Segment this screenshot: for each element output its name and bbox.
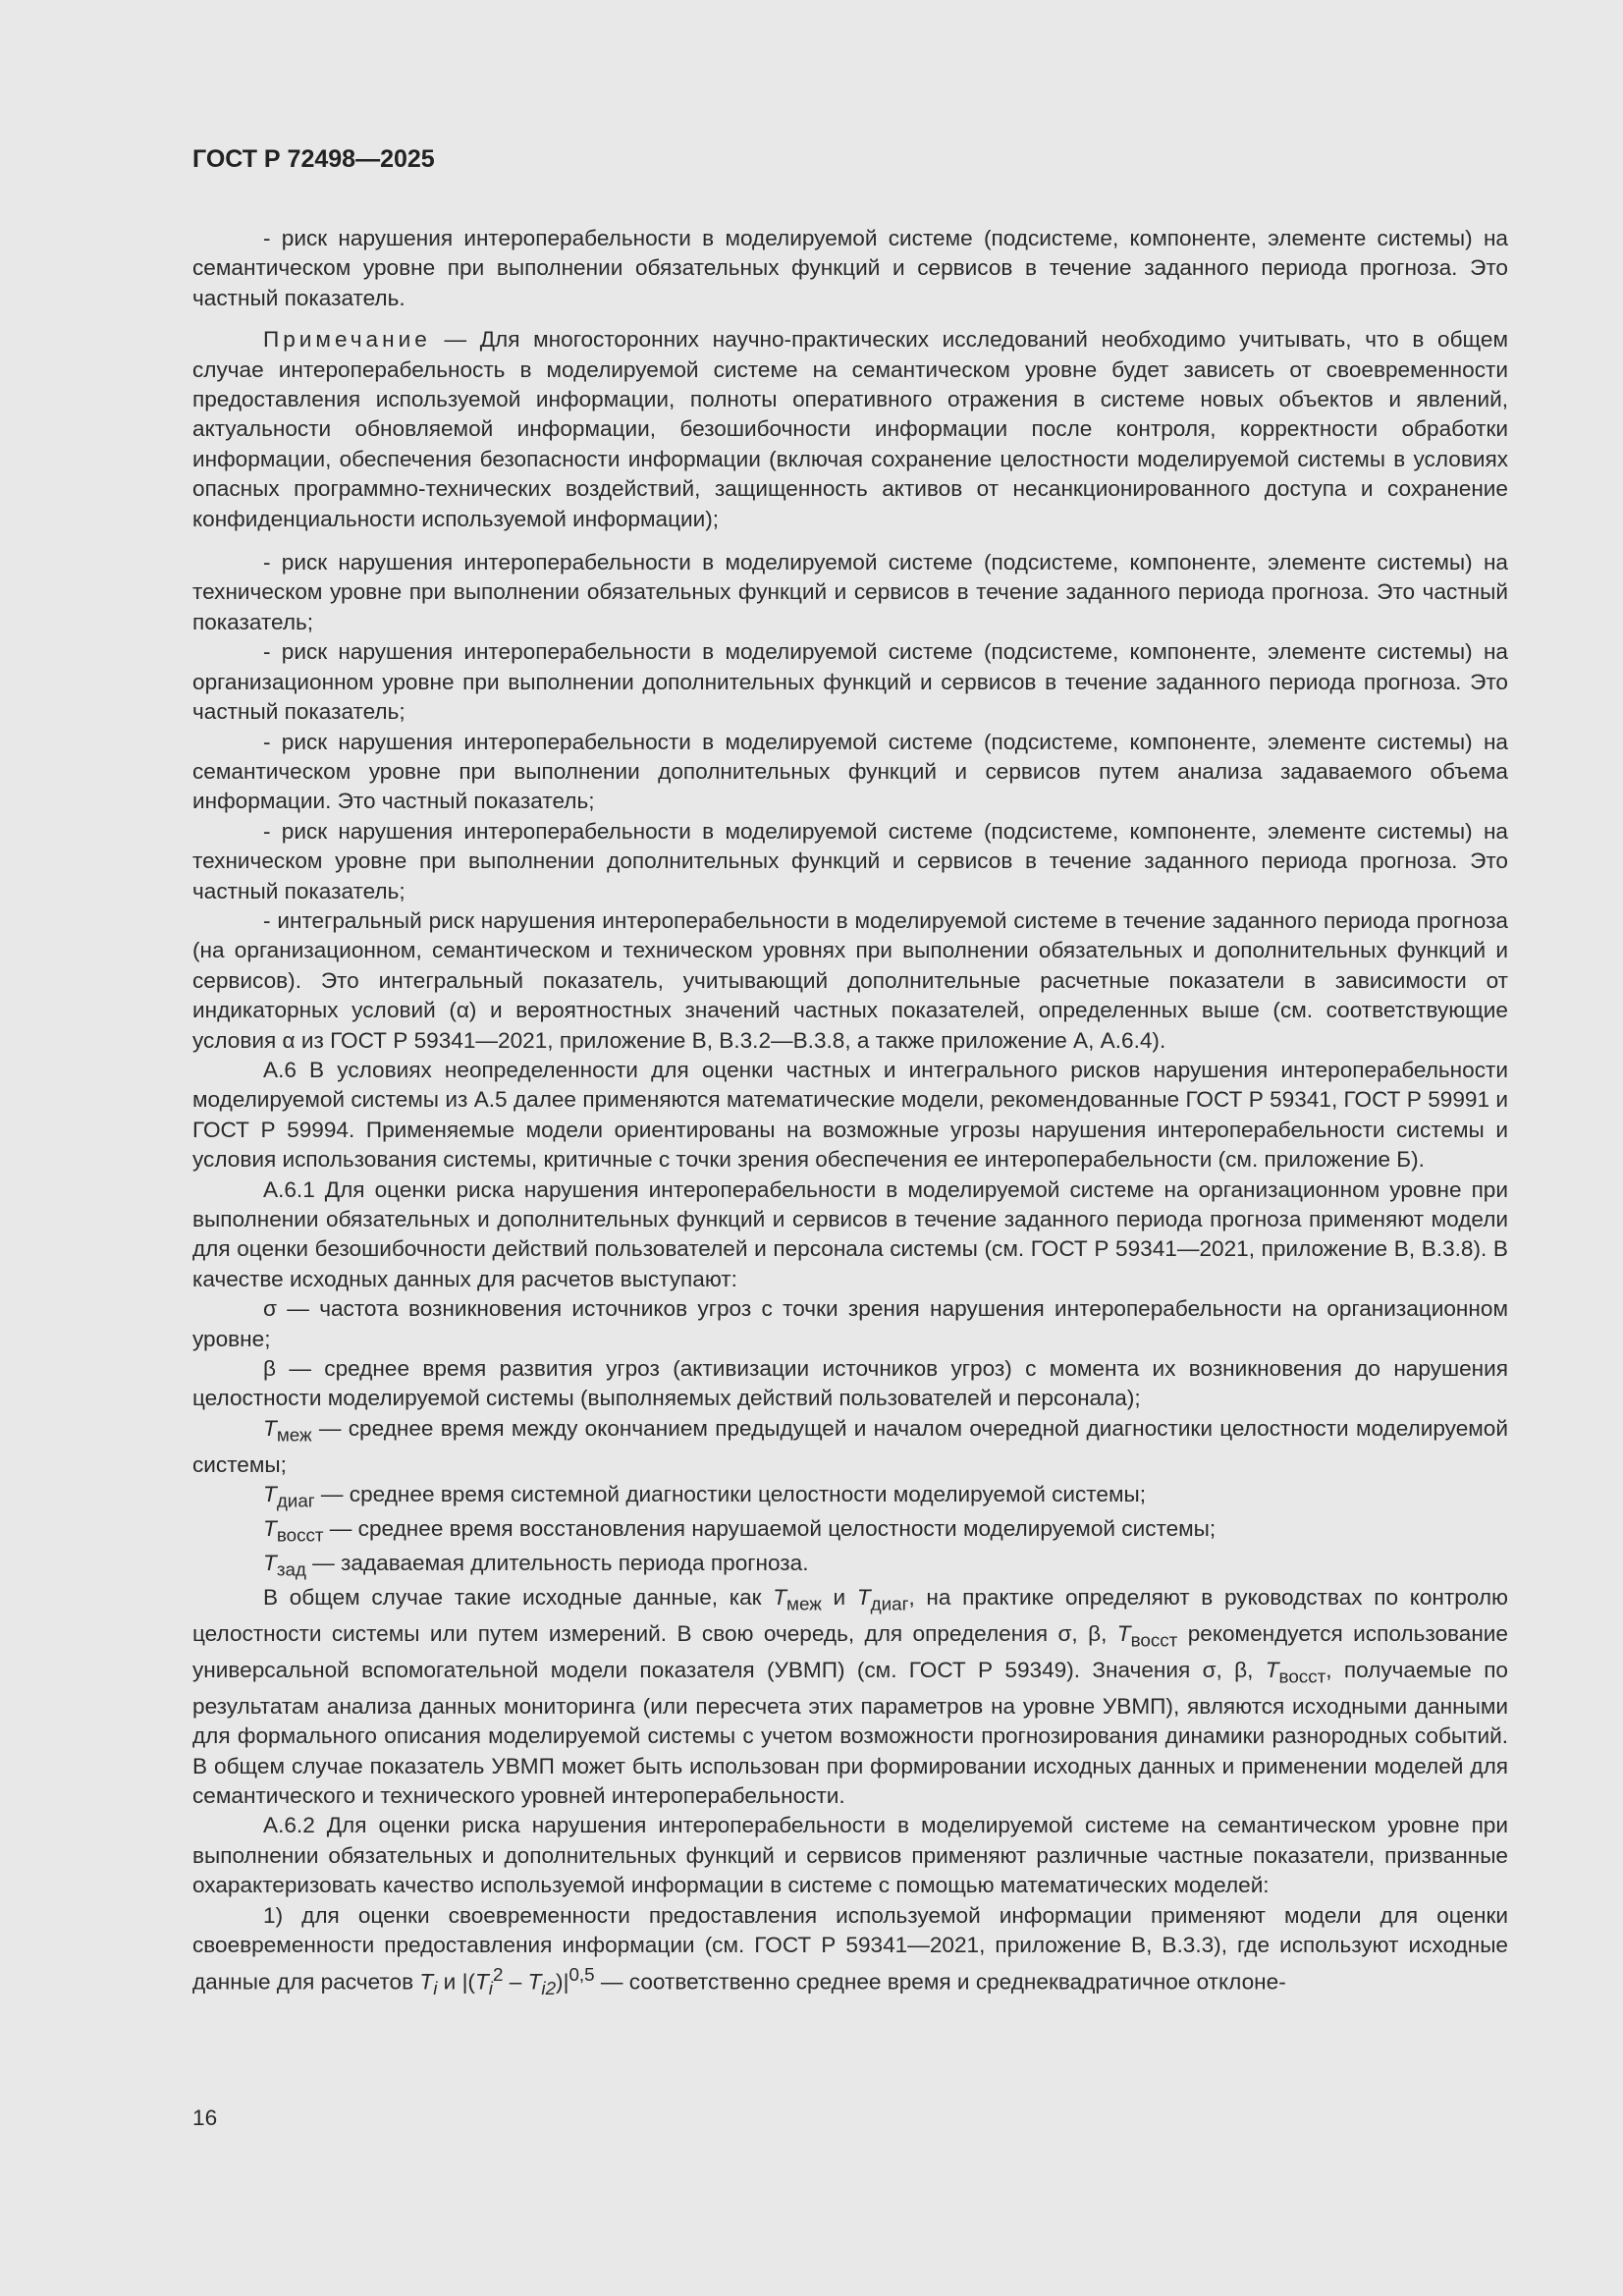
definition-beta [192, 1354, 1508, 1414]
text-run: и [821, 1584, 857, 1610]
t-mezh-text: — среднее время между окончанием предыдущей и началом очередной диагностики целостности моделируемой системы; [192, 1415, 1508, 1477]
paragraph-technical-risk: - риск нарушения интероперабельности в моделируемой системе (подсистеме, компоненте, элементе системы) на техническом уровне при выполнении обязательных функций и сервисов в течение заданного периода прогноза. Это частный показатель; [192, 550, 1508, 634]
square-exponent: 2 [492, 1964, 504, 1986]
page-number: 16 [192, 2105, 218, 2130]
text-run: 1) для оценки своевременности предоставления используемой информации применяют модели для оценки своевременности предоставления информации (см. ГОСТ Р 59341—2021, приложение В, В.3.3), где используют исходные данные для расчетов [192, 1902, 1508, 1995]
sigma-text: — частота возникновения источников угроз с точки зрения нарушения интероперабельности на организационном уровне; [192, 1296, 1508, 1351]
t-symbol: T [263, 1482, 277, 1507]
formula-part: – [503, 1969, 528, 1995]
t-subscript: диаг [870, 1593, 909, 1614]
note-text: — Для многосторонних научно-практических исследований необходимо учитывать, что в общем случае интероперабельность в моделируемой системе на семантическом уровне будет зависеть от своевременности предоставления используемой информации, полноты оперативного отражения в системе новых объектов и явлений, актуальности обновляемой информации, безошибочности информации после контроля, корректности обработки информации, обеспечения безопасности информации (включая сохранение целостности моделируемой системы в условиях опасных программно-технических воздействий, защищенность активов от несанкционированного доступа и сохранение конфиденциальности используемой информации); [192, 327, 1508, 531]
t-symbol: T [263, 1516, 277, 1542]
t-diag-text: — среднее время системной диагностики целостности моделируемой системы; [314, 1482, 1147, 1507]
t-symbol: T [1116, 1620, 1131, 1646]
sigma-beta: σ, β, [1057, 1620, 1117, 1646]
formula-part: )| [556, 1969, 569, 1995]
paragraph-semantic-additional-risk: - риск нарушения интероперабельности в моделируемой системе (подсистеме, компоненте, элементе системы) на семантическом уровне при выполнении дополнительных функций и сервисов путем анализа задаваемого объема информации. Это частный показатель; [192, 729, 1508, 814]
t-symbol: T [263, 1551, 277, 1576]
t-subscript: зад [276, 1558, 306, 1580]
paragraph-org-additional-risk: - риск нарушения интероперабельности в моделируемой системе (подсистеме, компоненте, элементе системы) на организационном уровне при выполнении дополнительных функций и сервисов в течение заданного периода прогноза. Это частный показатель; [192, 639, 1508, 725]
index-i: i [433, 1978, 438, 1999]
section-a6: А.6 В условиях неопределенности для оценки частных и интегрального рисков нарушения интероперабельности моделируемой системы из А.5 далее применяются математические модели, рекомендованные ГОСТ Р 59341, ГОСТ Р 59991 и ГОСТ Р 59994. Применяемые модели ориентированы на возможные угрозы нарушения интероперабельности системы и условия использования системы, критичные с точки зрения обеспечения ее интероперабельности (см. приложение Б). [192, 1057, 1508, 1173]
t-subscript: восст [1278, 1666, 1326, 1687]
page-body [192, 224, 1508, 2004]
text-run: В общем случае такие исходные данные, как [263, 1584, 774, 1610]
definition-t-zad [192, 1549, 1508, 1585]
definition-t-vosst [192, 1514, 1508, 1551]
text-run: рекомендуется использование универсальной вспомогательной модели показателя (УВМП) (см. ГОСТ Р 59349). Значения [192, 1620, 1508, 1682]
text-run: и [437, 1969, 462, 1995]
t-symbol: T [474, 1969, 489, 1995]
paragraph-integral-risk: - интегральный риск нарушения интероперабельности в моделируемой системе в течение заданного периода прогноза (на организационном, семантическом и техническом уровнях при выполнении обязательных и дополнительных функций и сервисов). Это интегральный показатель, учитывающий дополнительные расчетные показатели в зависимости от индикаторных условий (α) и вероятностных значений частных показателей, определенных выше (см. соответствующие условия α из ГОСТ Р 59341—2021, приложение В, В.3.2—В.3.8, а также приложение А, А.6.4). [192, 907, 1508, 1053]
t-symbol: T [856, 1584, 871, 1610]
text-run: , получаемые по результатам анализа данных мониторинга (или пересчета этих параметров на уровне УВМП), являются исходными данными для формального описания моделируемой системы с учетом возможности прогнозирования динамики разнородных событий. В общем случае показатель УВМП может быть использован при формировании исходных данных и применении моделей для семантического и технического уровней интероперабельности. [192, 1657, 1508, 1808]
section-a6-1: А.6.1 Для оценки риска нарушения интероперабельности в моделируемой системе на организационном уровне при выполнении обязательных и дополнительных функций и сервисов в течение заданного периода прогноза применяют модели для оценки безошибочности действий пользователей и персонала системы (см. ГОСТ Р 59341—2021, приложение В, В.3.8). В качестве исходных данных для расчетов выступают: [192, 1176, 1508, 1291]
definition-t-diag [192, 1480, 1508, 1516]
paragraph-general-case [192, 1583, 1508, 1811]
t-zad-text: — задаваемая длительность периода прогноза. [305, 1551, 809, 1576]
page-header: ГОСТ Р 72498—2025 [192, 145, 435, 173]
t-subscript: меж [786, 1593, 822, 1614]
t-symbol: T [773, 1584, 787, 1610]
t-symbol: T [419, 1969, 434, 1995]
t-symbol: T [1265, 1657, 1279, 1682]
paragraph-semantic-risk: - риск нарушения интероперабельности в моделируемой системе (подсистеме, компоненте, элементе системы) на семантическом уровне при выполнении обязательных функций и сервисов в течение заданного периода прогноза. Это частный показатель. [192, 226, 1508, 310]
section-a6-2: А.6.2 Для оценки риска нарушения интероперабельности в моделируемой системе на семантическом уровне при выполнении обязательных и дополнительных функций и сервисов применяют различные частные показатели, призванные охарактеризовать качество используемой информации в системе с помощью математических моделей: [192, 1813, 1508, 1898]
t-symbol: T [263, 1415, 277, 1441]
note-paragraph [192, 325, 1508, 534]
sigma-beta: σ, β, [1202, 1657, 1266, 1682]
beta-text: — среднее время развития угроз (активизации источников угроз) с момента их возникновения до нарушения целостности моделируемой системы (выполняемых действий пользователей и персонала); [192, 1356, 1508, 1411]
paragraph-technical-additional-risk: - риск нарушения интероперабельности в моделируемой системе (подсистеме, компоненте, элементе системы) на техническом уровне при выполнении дополнительных функций и сервисов в течение заданного периода прогноза. Это частный показатель; [192, 818, 1508, 903]
t-subscript: диаг [276, 1490, 315, 1511]
power-exponent: 0,5 [568, 1964, 595, 1986]
text-run: — соответственно среднее время и среднеквадратичное отклоне- [594, 1969, 1286, 1995]
t-vosst-text: — среднее время восстановления нарушаемой целостности моделируемой системы; [323, 1516, 1217, 1542]
t-symbol: T [527, 1969, 542, 1995]
index-i2: i2 [541, 1978, 557, 1999]
t-subscript: восст [1130, 1629, 1178, 1651]
formula-part: |( [461, 1969, 475, 1995]
definition-t-mezh [192, 1414, 1508, 1480]
t-subscript: восст [276, 1524, 324, 1546]
definition-sigma [192, 1294, 1508, 1354]
t-subscript: меж [276, 1424, 312, 1446]
list-item-1 [192, 1901, 1508, 2004]
sigma-symbol: σ [263, 1296, 277, 1322]
text-run: , на практике определяют в руководствах по контролю целостности системы или путем измерений. В свою очередь, для определения [192, 1584, 1508, 1646]
index-i: i [488, 1978, 493, 1999]
note-label: Примечание [263, 327, 431, 353]
beta-symbol: β [263, 1356, 276, 1382]
